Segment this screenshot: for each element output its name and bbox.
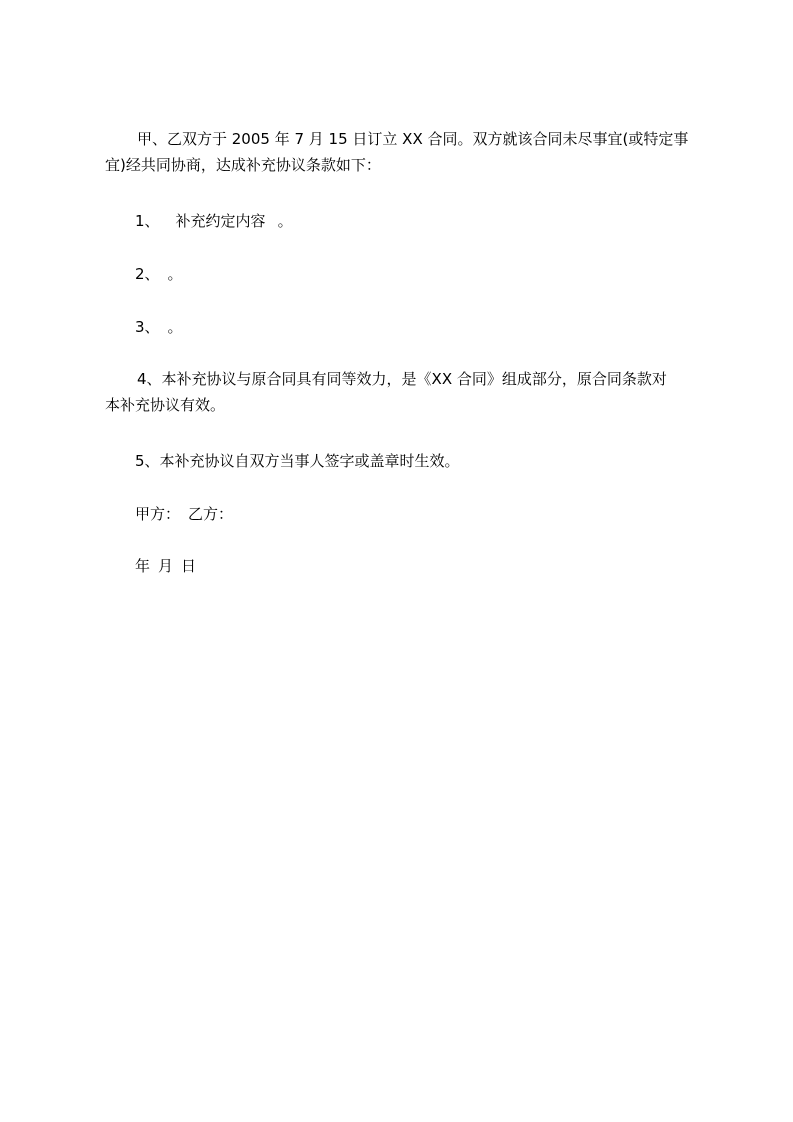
- date-year-label: 年: [135, 557, 151, 575]
- clause-3: [105, 314, 705, 340]
- party-b-label: 乙方：: [188, 505, 234, 523]
- clause-2: [105, 261, 705, 287]
- intro-line-1: 甲、乙双方于 2005 年 7 月 15 日订立 XX 合同。双方就该合同未尽事宜(或特定事: [137, 130, 689, 148]
- date-day-label: 日: [181, 557, 197, 575]
- party-a-label: 甲方：: [135, 505, 181, 523]
- clause-2-number: 2、: [135, 265, 160, 283]
- clause-1-end: 。: [277, 212, 293, 230]
- clause-1-text: 补充约定内容: [175, 212, 266, 230]
- clause-4-line-2: 本补充协议有效。: [105, 396, 226, 414]
- clause-1: [105, 208, 705, 234]
- clause-4: [105, 366, 705, 418]
- signature-date: [105, 553, 705, 579]
- clause-1-number: 1、: [135, 212, 160, 230]
- clause-2-end: 。: [167, 265, 183, 283]
- clause-5-text: 5、本补充协议自双方当事人签字或盖章时生效。: [135, 452, 460, 470]
- clause-5: [105, 448, 705, 474]
- clause-3-end: 。: [167, 318, 183, 336]
- intro-line-2: 宜)经共同协商，达成补充协议条款如下：: [105, 156, 381, 174]
- signature-parties: [105, 501, 705, 527]
- clause-4-line-1: 4、本补充协议与原合同具有同等效力，是《XX 合同》组成部分，原合同条款对: [137, 370, 667, 388]
- clause-3-number: 3、: [135, 318, 160, 336]
- intro-paragraph: [105, 126, 705, 178]
- date-month-label: 月: [158, 557, 174, 575]
